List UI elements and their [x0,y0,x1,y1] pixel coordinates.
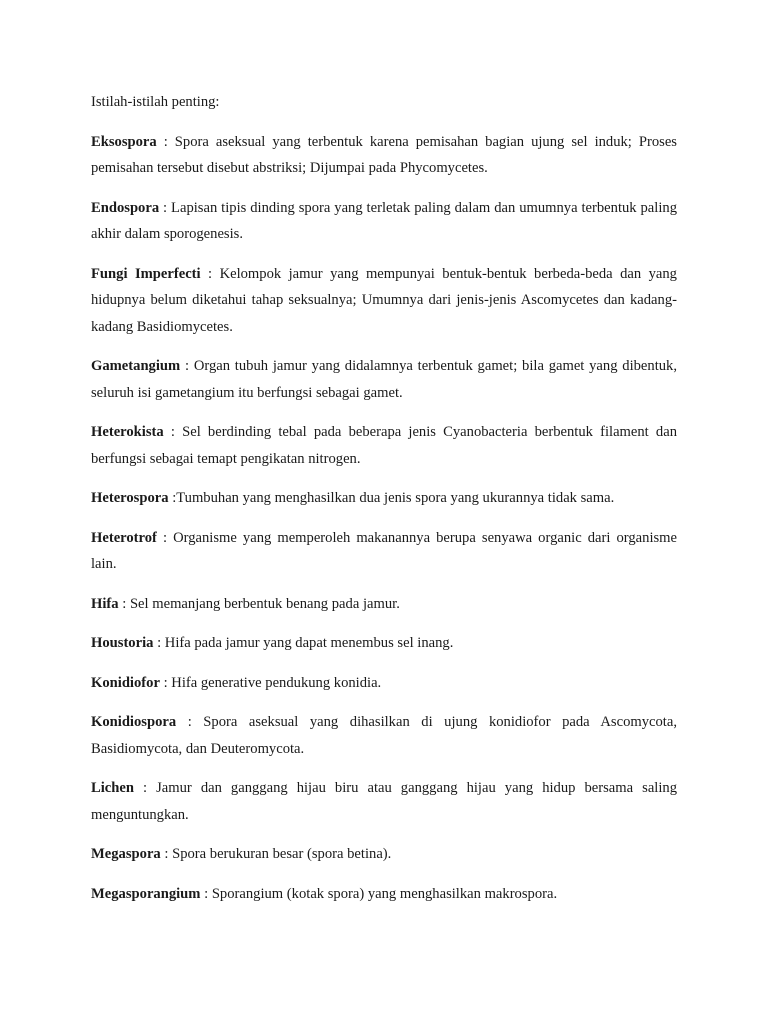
term-separator: : [153,635,165,651]
definition: Lapisan tipis dinding spora yang terletak paling dalam dan umumnya terbentuk paling akhir dalam sporogenesis. [91,199,677,242]
definition: Spora berukuran besar (spora betina). [172,846,392,862]
definition: Spora aseksual yang terbentuk karena pemisahan bagian ujung sel induk; Proses pemisahan tersebut disebut abstriksi; Dijumpai pada Phycomycetes. [91,133,677,176]
term: Eksospora [91,133,157,150]
document-page [91,89,677,920]
glossary-entry-konidiospora [91,709,677,762]
term: Hifa [91,595,119,612]
definition: Kelompok jamur yang mempunyai bentuk-bentuk berbeda-beda dan yang hidupnya belum diketahui tahap seksualnya; Umumnya dari jenis-jenis Ascomycetes dan kadang-kadang Basidiomycetes. [91,265,677,335]
term-separator: : [163,424,183,440]
term-separator: : [156,529,174,546]
term: Megaspora [91,846,161,862]
definition: Sel memanjang berbentuk benang pada jamur. [129,595,400,612]
term: Konidiospora [91,714,177,730]
term-separator: : [160,846,173,862]
glossary-entry-konidiofor [91,670,677,697]
definition: Sel berdinding tebal pada beberapa jenis Cyanobacteria berbentuk filament dan berfungsi sebagai temapt pengikatan nitrogen. [91,424,677,467]
term-separator: : [180,358,194,374]
glossary-entry-endospora [91,195,677,248]
glossary-entry-megasporangium [91,881,677,908]
term: Heterokista [91,424,164,440]
term-separator: : [159,199,172,216]
term: Megasporangium [91,885,201,902]
glossary-entry-heterokista [91,419,677,472]
definition: Hifa generative pendukung konidia. [171,674,382,691]
glossary-entry-eksospora [91,129,677,182]
term-separator: : [133,780,157,796]
definition: Sporangium (kotak spora) yang menghasilkan makrospora. [211,885,558,902]
glossary-entry-hifa [91,591,677,618]
definition: Tumbuhan yang menghasilkan dua jenis spora yang ukurannya tidak sama. [176,490,615,506]
term: Fungi Imperfecti [91,265,201,282]
term-separator: : [156,133,175,150]
term: Heterospora [91,490,169,506]
glossary-entry-gametangium [91,353,677,406]
term: Heterotrof [91,529,157,546]
term-separator: : [176,714,204,730]
glossary-entry-houstoria [91,630,677,657]
term-separator: : [159,674,172,691]
term-separator: : [118,595,130,612]
document-heading: Istilah-istilah penting: [91,94,220,110]
glossary-entry-fungi-imperfecti [91,261,677,341]
term: Endospora [91,199,160,216]
term: Lichen [91,780,134,796]
term: Houstoria [91,635,154,651]
definition: Spora aseksual yang dihasilkan di ujung konidiofor pada Ascomycota, Basidiomycota, dan Deuteromycota. [91,714,677,757]
definition: Hifa pada jamur yang dapat menembus sel inang. [164,635,454,651]
term: Gametangium [91,358,181,374]
glossary-entry-megaspora [91,841,677,868]
term-separator: : [168,490,177,506]
glossary-entry-heterotrof [91,525,677,578]
definition: Jamur dan ganggang hijau biru atau ganggang hijau yang hidup bersama saling menguntungkan. [91,780,678,823]
glossary-entry-lichen [91,775,677,828]
definition: Organ tubuh jamur yang didalamnya terbentuk gamet; bila gamet yang dibentuk, seluruh isi gametangium itu berfungsi sebagai gamet. [91,358,678,401]
term: Konidiofor [91,674,160,691]
term-separator: : [200,265,220,282]
term-separator: : [200,885,212,902]
definition: Organisme yang memperoleh makanannya berupa senyawa organic dari organisme lain. [91,529,678,572]
glossary-entry-heterospora [91,485,677,512]
